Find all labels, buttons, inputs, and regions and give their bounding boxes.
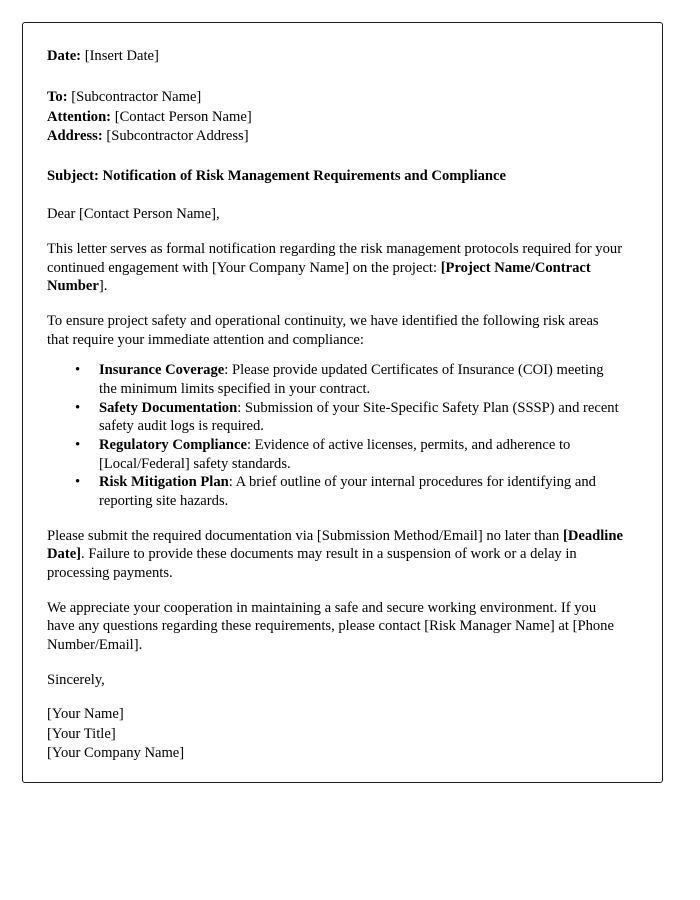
paragraph-submission [47, 527, 624, 583]
spacer-after-date [47, 66, 624, 88]
signature-title: [Your Title] [47, 725, 116, 742]
risk-item-text-risk-mitigation-plan: : A brief outline of your internal procedures for identifying and reporting site hazards. [99, 474, 596, 510]
signature-company: [Your Company Name] [47, 745, 185, 762]
spacer-before-list [47, 349, 624, 361]
recipient-to-line [47, 88, 624, 107]
risk-item-label-insurance: Insurance Coverage [99, 362, 225, 379]
recipient-attention-value: [Contact Person Name] [114, 108, 252, 125]
risk-item-label-regulatory-compliance: Regulatory Compliance [99, 437, 247, 454]
spacer-after-list [47, 511, 624, 527]
paragraph-risk-areas-lead: To ensure project safety and operational continuity, we have identified the following risk areas that require your immediate attention and compliance: [47, 312, 599, 348]
paragraph-intro-project-bold: [Project Name/Contract Number [47, 259, 591, 295]
recipient-address-label: Address: [47, 128, 103, 145]
closing-salutation: Sincerely, [47, 671, 105, 688]
date-line [47, 47, 624, 66]
spacer-after-salutation [47, 224, 624, 240]
letter-content [23, 23, 662, 764]
letter-border-frame [22, 22, 663, 783]
recipient-to-label: To: [47, 89, 68, 106]
salutation: Dear [Contact Person Name], [47, 206, 220, 223]
subject-line: Subject: Notification of Risk Management Requirements and Compliance [47, 167, 507, 184]
recipient-to-value: [Subcontractor Name] [71, 89, 202, 106]
list-item [87, 436, 624, 473]
paragraph-submission-part2: . Failure to provide these documents may result in a suspension of work or a delay in processing payments. [47, 546, 577, 582]
risk-item-text-safety-documentation: : Submission of your Site-Specific Safety Plan (SSSP) and recent safety audit logs is required. [99, 399, 619, 435]
signature-name: [Your Name] [47, 706, 124, 723]
recipient-address-value: [Subcontractor Address] [106, 128, 249, 145]
risk-item-text-insurance: : Please provide updated Certificates of Insurance (COI) meeting the minimum limits specified in your contract. [99, 362, 604, 397]
paragraph-submission-deadline-bold: [Deadline Date] [47, 527, 623, 563]
risk-item-text-regulatory-compliance: : Evidence of active licenses, permits, and adherence to [Local/Federal] safety standards. [99, 437, 571, 472]
recipient-address-line [47, 127, 624, 146]
spacer-after-subject [47, 185, 624, 205]
risk-areas-list [47, 361, 624, 510]
paragraph-appreciation: We appreciate your cooperation in maintaining a safe and secure working environment. If you have any questions regarding these requirements, please contact [Risk Manager Name] at [Phone Number/Email]. [47, 599, 614, 654]
list-item [87, 361, 624, 398]
paragraph-intro-part1: This letter serves as formal notification regarding the risk management protocols required for your continued engagement with [Your Company Name] on the project: [47, 240, 623, 276]
paragraph-intro [47, 240, 624, 296]
spacer-after-appreciation [47, 655, 624, 671]
spacer-after-recipient [47, 147, 624, 167]
paragraph-intro-part2: ]. [98, 278, 108, 295]
spacer-before-signature [47, 689, 624, 705]
paragraph-submission-part1: Please submit the required documentation via [Submission Method/Email] no later than [47, 527, 563, 544]
date-value: [Insert Date] [84, 48, 159, 64]
recipient-attention-line [47, 108, 624, 127]
risk-item-label-safety-documentation: Safety Documentation [99, 399, 238, 416]
risk-item-label-risk-mitigation-plan: Risk Mitigation Plan [99, 474, 229, 491]
date-label: Date: [47, 48, 82, 64]
recipient-attention-label: Attention: [47, 108, 112, 125]
list-item [87, 399, 624, 436]
spacer-after-intro [47, 296, 624, 312]
spacer-after-submission [47, 583, 624, 599]
list-item [87, 473, 624, 510]
